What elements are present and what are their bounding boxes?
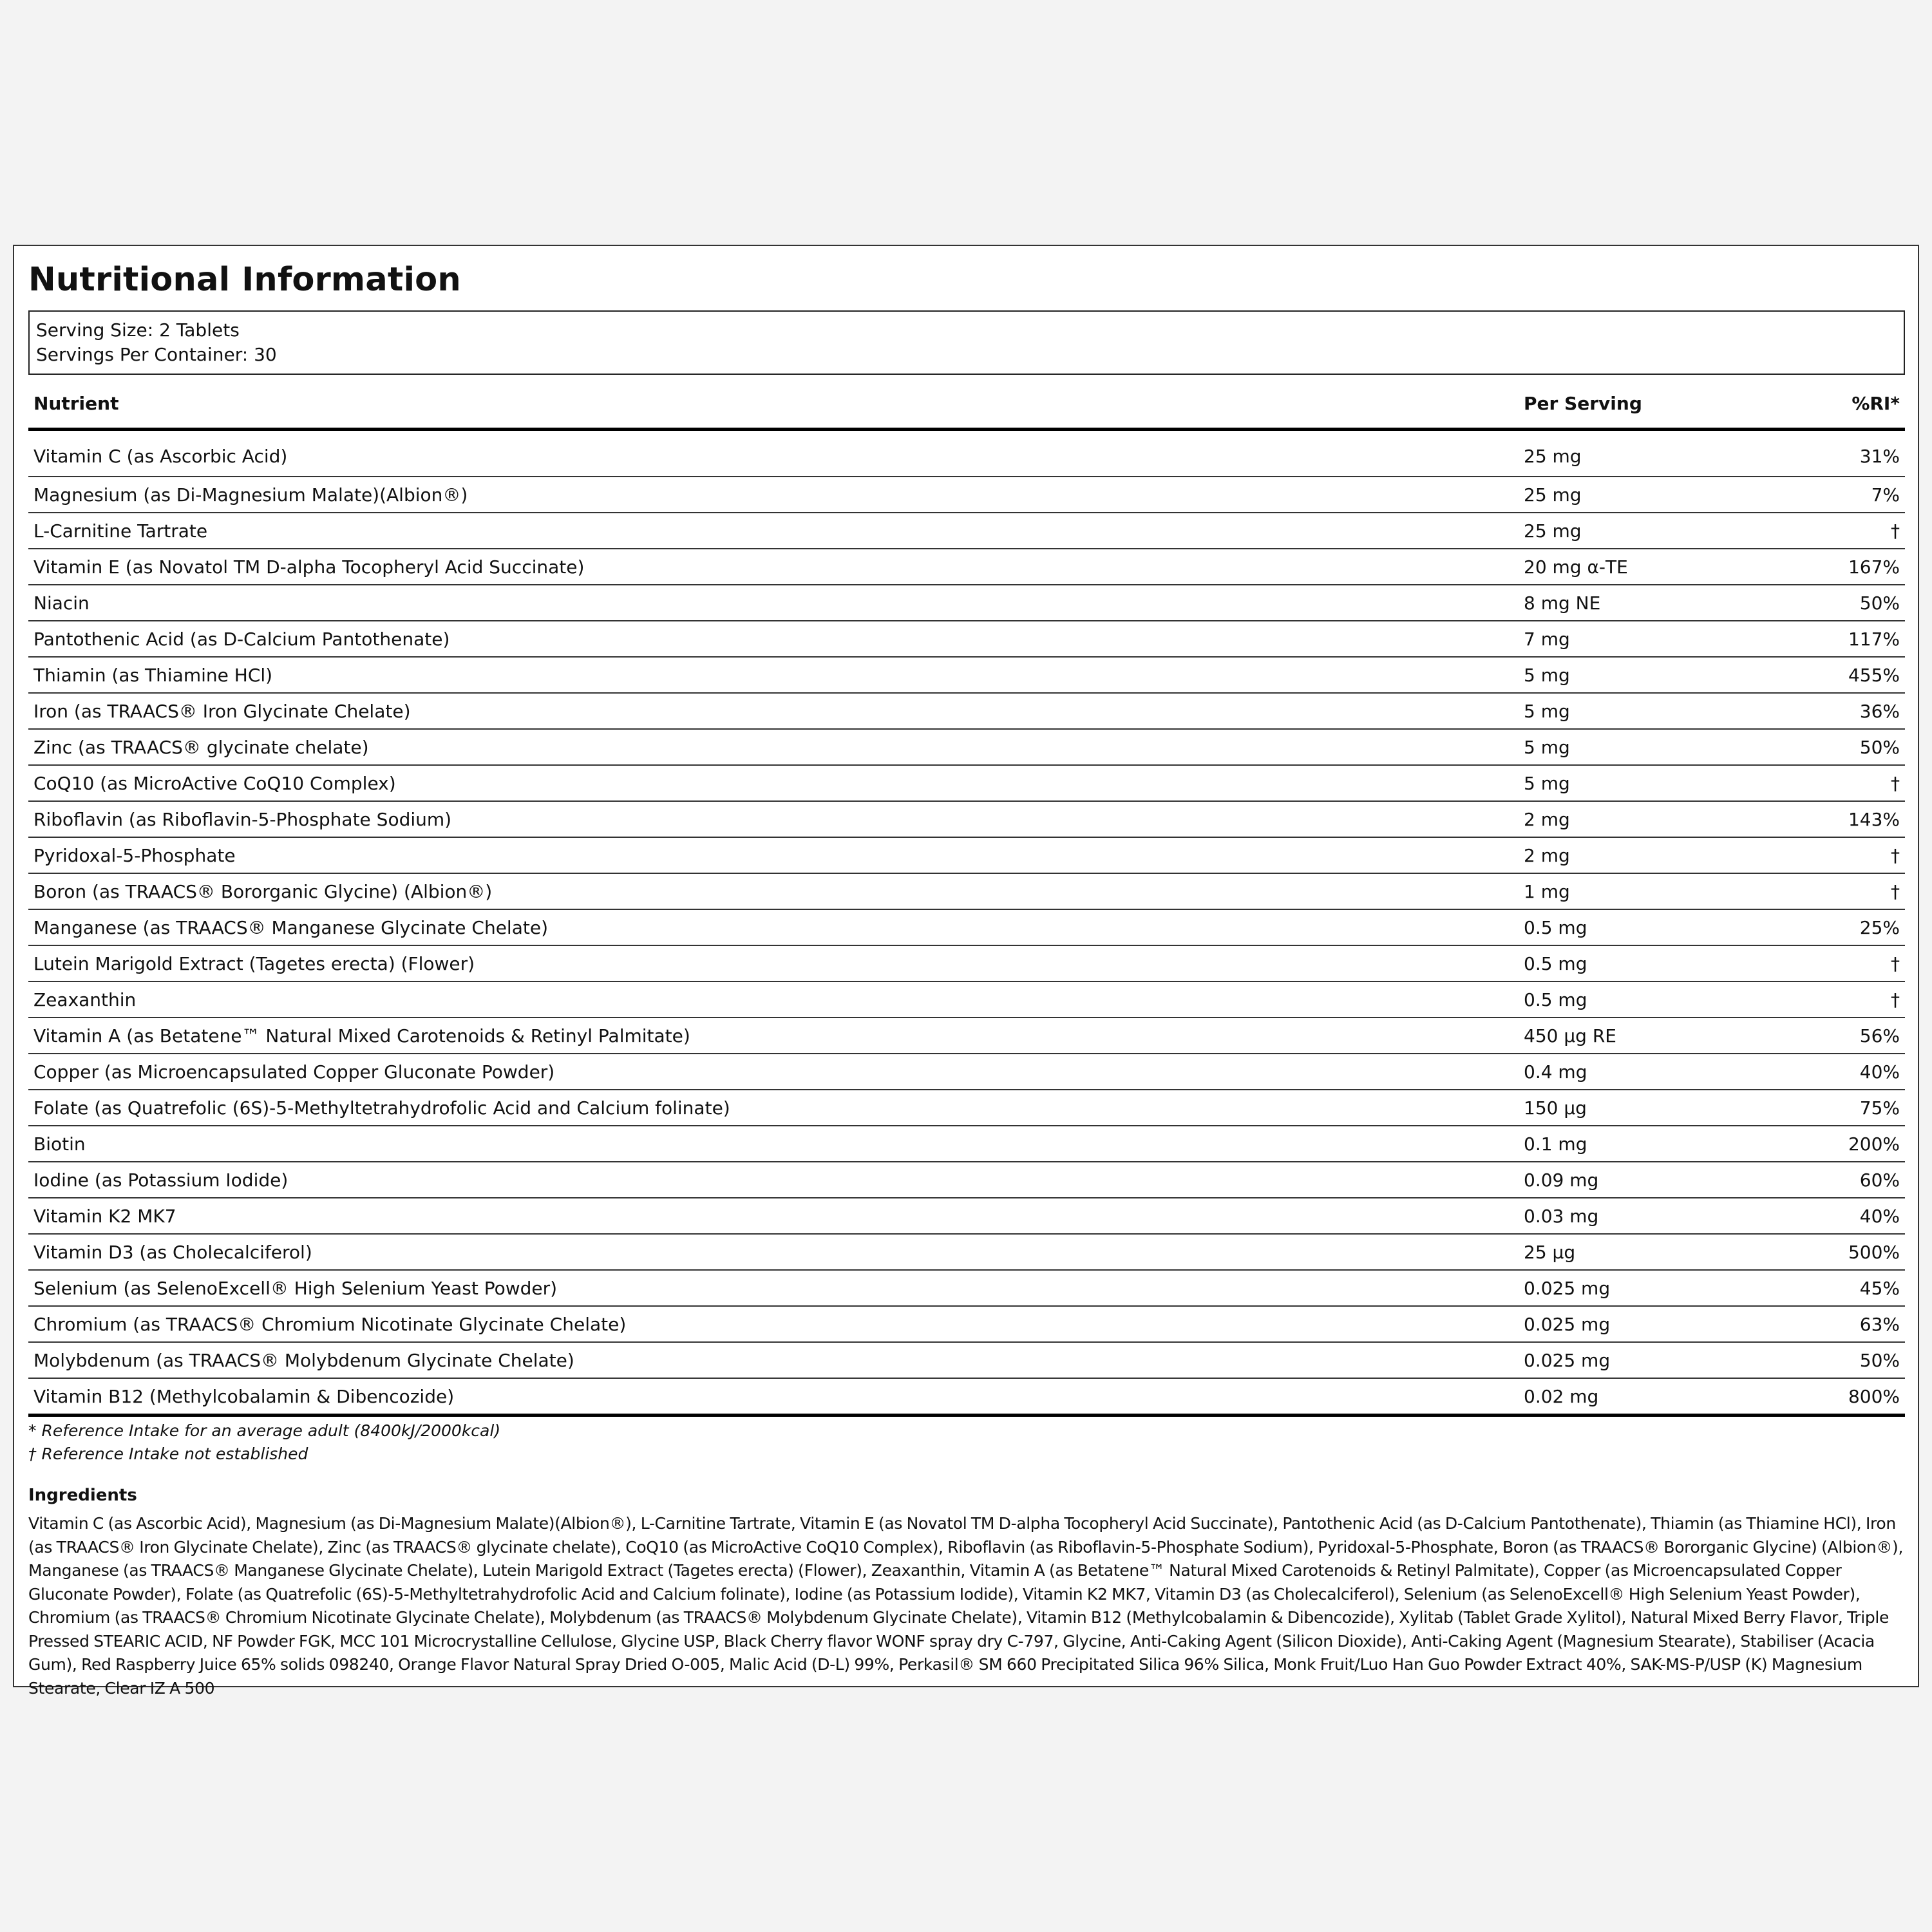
- nutrient-table: [28, 379, 1905, 1417]
- panel-title: Nutritional Information: [28, 261, 461, 299]
- per-serving-value: 20 mg α-TE: [1519, 549, 1789, 585]
- table-row: [28, 621, 1905, 657]
- nutrient-name: Thiamin (as Thiamine HCl): [28, 657, 1519, 693]
- per-serving-value: 1 mg: [1519, 873, 1789, 909]
- ri-value: 60%: [1789, 1162, 1905, 1198]
- per-serving-value: 0.025 mg: [1519, 1306, 1789, 1342]
- ri-value: 25%: [1789, 909, 1905, 945]
- table-row: [28, 1342, 1905, 1378]
- ri-value: 200%: [1789, 1126, 1905, 1162]
- serving-info-box: [28, 310, 1905, 375]
- nutrient-name: Copper (as Microencapsulated Copper Gluconate Powder): [28, 1054, 1519, 1090]
- ri-value: 40%: [1789, 1054, 1905, 1090]
- table-header-row: [28, 379, 1905, 430]
- header-per-serving: Per Serving: [1519, 379, 1789, 430]
- nutrient-name: Vitamin C (as Ascorbic Acid): [28, 430, 1519, 477]
- per-serving-value: 25 mg: [1519, 513, 1789, 549]
- per-serving-value: 5 mg: [1519, 765, 1789, 801]
- nutrient-name: Molybdenum (as TRAACS® Molybdenum Glycinate Chelate): [28, 1342, 1519, 1378]
- footnotes: [28, 1419, 1905, 1466]
- nutrient-name: Vitamin D3 (as Cholecalciferol): [28, 1234, 1519, 1270]
- per-serving-value: 0.4 mg: [1519, 1054, 1789, 1090]
- nutrient-name: Riboflavin (as Riboflavin-5-Phosphate Sodium): [28, 801, 1519, 837]
- nutrient-name: Manganese (as TRAACS® Manganese Glycinate Chelate): [28, 909, 1519, 945]
- table-row: [28, 1018, 1905, 1054]
- nutrient-name: Niacin: [28, 585, 1519, 621]
- ri-value: 800%: [1789, 1378, 1905, 1416]
- per-serving-value: 25 mg: [1519, 430, 1789, 477]
- ri-value: 117%: [1789, 621, 1905, 657]
- per-serving-value: 8 mg NE: [1519, 585, 1789, 621]
- nutrient-name: CoQ10 (as MicroActive CoQ10 Complex): [28, 765, 1519, 801]
- footnote-reference-intake: * Reference Intake for an average adult (8400kJ/2000kcal): [28, 1421, 501, 1440]
- ri-value: †: [1789, 513, 1905, 549]
- per-serving-value: 0.09 mg: [1519, 1162, 1789, 1198]
- table-row: [28, 1090, 1905, 1126]
- ri-value: 63%: [1789, 1306, 1905, 1342]
- nutrient-name: Magnesium (as Di-Magnesium Malate)(Albion®): [28, 477, 1519, 513]
- nutrient-name: Pyridoxal-5-Phosphate: [28, 837, 1519, 873]
- table-row: [28, 981, 1905, 1018]
- nutrient-name: Iodine (as Potassium Iodide): [28, 1162, 1519, 1198]
- table-row: [28, 549, 1905, 585]
- ingredients-heading: Ingredients: [28, 1486, 137, 1505]
- ri-value: †: [1789, 837, 1905, 873]
- per-serving-value: 0.5 mg: [1519, 909, 1789, 945]
- per-serving-value: 0.025 mg: [1519, 1270, 1789, 1306]
- ri-value: †: [1789, 981, 1905, 1018]
- table-row: [28, 1054, 1905, 1090]
- ri-value: 50%: [1789, 585, 1905, 621]
- nutrient-name: Selenium (as SelenoExcell® High Selenium Yeast Powder): [28, 1270, 1519, 1306]
- table-row: [28, 873, 1905, 909]
- ri-value: 75%: [1789, 1090, 1905, 1126]
- per-serving-value: 5 mg: [1519, 729, 1789, 765]
- per-serving-value: 25 μg: [1519, 1234, 1789, 1270]
- nutrient-name: Chromium (as TRAACS® Chromium Nicotinate Glycinate Chelate): [28, 1306, 1519, 1342]
- table-row: [28, 729, 1905, 765]
- table-row: [28, 1306, 1905, 1342]
- nutrient-name: Vitamin K2 MK7: [28, 1198, 1519, 1234]
- ri-value: †: [1789, 765, 1905, 801]
- table-row: [28, 801, 1905, 837]
- footnote-not-established: † Reference Intake not established: [28, 1444, 308, 1463]
- ri-value: 45%: [1789, 1270, 1905, 1306]
- nutrient-name: Zinc (as TRAACS® glycinate chelate): [28, 729, 1519, 765]
- per-serving-value: 2 mg: [1519, 801, 1789, 837]
- per-serving-value: 0.03 mg: [1519, 1198, 1789, 1234]
- nutrient-name: Pantothenic Acid (as D-Calcium Pantothenate): [28, 621, 1519, 657]
- ri-value: 56%: [1789, 1018, 1905, 1054]
- per-serving-value: 150 μg: [1519, 1090, 1789, 1126]
- per-serving-value: 0.1 mg: [1519, 1126, 1789, 1162]
- nutrient-name: L-Carnitine Tartrate: [28, 513, 1519, 549]
- per-serving-value: 0.02 mg: [1519, 1378, 1789, 1416]
- table-row: [28, 513, 1905, 549]
- per-serving-value: 25 mg: [1519, 477, 1789, 513]
- nutrient-name: Folate (as Quatrefolic (6S)-5-Methyltetrahydrofolic Acid and Calcium folinate): [28, 1090, 1519, 1126]
- table-row: [28, 909, 1905, 945]
- table-row: [28, 765, 1905, 801]
- nutrient-name: Biotin: [28, 1126, 1519, 1162]
- per-serving-value: 0.5 mg: [1519, 945, 1789, 981]
- table-row: [28, 837, 1905, 873]
- per-serving-value: 5 mg: [1519, 657, 1789, 693]
- nutrient-name: Iron (as TRAACS® Iron Glycinate Chelate): [28, 693, 1519, 729]
- table-row: [28, 1234, 1905, 1270]
- table-row: [28, 477, 1905, 513]
- table-row: [28, 430, 1905, 477]
- table-row: [28, 1126, 1905, 1162]
- table-row: [28, 657, 1905, 693]
- serving-size: Serving Size: 2 Tablets: [36, 319, 240, 341]
- ri-value: 500%: [1789, 1234, 1905, 1270]
- nutrient-rows: [28, 430, 1905, 1416]
- per-serving-value: 2 mg: [1519, 837, 1789, 873]
- ri-value: 40%: [1789, 1198, 1905, 1234]
- table-row: [28, 1198, 1905, 1234]
- ri-value: 167%: [1789, 549, 1905, 585]
- nutrient-name: Vitamin A (as Betatene™ Natural Mixed Carotenoids & Retinyl Palmitate): [28, 1018, 1519, 1054]
- nutrient-name: Boron (as TRAACS® Bororganic Glycine) (Albion®): [28, 873, 1519, 909]
- ri-value: †: [1789, 945, 1905, 981]
- ri-value: †: [1789, 873, 1905, 909]
- nutrition-panel: [13, 245, 1919, 1698]
- ri-value: 31%: [1789, 430, 1905, 477]
- ri-value: 36%: [1789, 693, 1905, 729]
- table-row: [28, 693, 1905, 729]
- nutrient-name: Vitamin B12 (Methylcobalamin & Dibencozide): [28, 1378, 1519, 1416]
- per-serving-value: 5 mg: [1519, 693, 1789, 729]
- nutrient-name: Vitamin E (as Novatol TM D-alpha Tocopheryl Acid Succinate): [28, 549, 1519, 585]
- per-serving-value: 0.025 mg: [1519, 1342, 1789, 1378]
- per-serving-value: 0.5 mg: [1519, 981, 1789, 1018]
- per-serving-value: 7 mg: [1519, 621, 1789, 657]
- ingredients-text: Vitamin C (as Ascorbic Acid), Magnesium (as Di-Magnesium Malate)(Albion®), L-Carnitine Tartrate, Vitamin E (as Novatol TM D-alpha Tocopheryl Acid Succinate), Pantothenic Acid (as D-Calcium Pantothenate), Thiamin (as Thiamine HCl), Iron (as TRAACS® Iron Glycinate Chelate), Zinc (as TRAACS® glycinate chelate), CoQ10 (as MicroActive CoQ10 Complex), Riboflavin (as Riboflavin-5-Phosphate Sodium), Pyridoxal-5-Phosphate, Boron (as TRAACS® Bororganic Glycine) (Albion®), Manganese (as TRAACS® Manganese Glycinate Chelate), Lutein Marigold Extract (Tagetes erecta) (Flower), Zeaxanthin, Vitamin A (as Betatene™ Natural Mixed Carotenoids & Retinyl Palmitate), Copper (as Microencapsulated Copper Gluconate Powder), Folate (as Quatrefolic (6S)-5-Methyltetrahydrofolic Acid and Calcium folinate), Iodine (as Potassium Iodide), Vitamin K2 MK7, Vitamin D3 (as Cholecalciferol), Selenium (as SelenoExcell® High Selenium Yeast Powder), Chromium (as TRAACS® Chromium Nicotinate Glycinate Chelate), Molybdenum (as TRAACS® Molybdenum Glycinate Chelate), Vitamin B12 (Methylcobalamin & Dibencozide), Xylitab (Tablet Grade Xylitol), Natural Mixed Berry Flavor, Triple Pressed STEARIC ACID, NF Powder FGK, MCC 101 Microcrystalline Cellulose, Glycine USP, Black Cherry flavor WONF spray dry C-797, Glycine, Anti-Caking Agent (Silicon Dioxide), Anti-Caking Agent (Magnesium Stearate), Stabiliser (Acacia Gum), Red Raspberry Juice 65% solids 098240, Orange Flavor Natural Spray Dried O-005, Malic Acid (D-L) 99%, Perkasil® SM 660 Precipitated Silica 96% Silica, Monk Fruit/Luo Han Guo Powder Extract 40%, SAK-MS-P/USP (K) Magnesium Stearate, Clear IZ A 500: [28, 1514, 1904, 1698]
- ri-value: 7%: [1789, 477, 1905, 513]
- table-row: [28, 585, 1905, 621]
- table-row: [28, 1270, 1905, 1306]
- nutrient-name: Lutein Marigold Extract (Tagetes erecta) (Flower): [28, 945, 1519, 981]
- ri-value: 143%: [1789, 801, 1905, 837]
- table-row: [28, 1378, 1905, 1416]
- ri-value: 50%: [1789, 1342, 1905, 1378]
- header-nutrient: Nutrient: [28, 379, 1519, 430]
- table-row: [28, 945, 1905, 981]
- per-serving-value: 450 μg RE: [1519, 1018, 1789, 1054]
- ri-value: 50%: [1789, 729, 1905, 765]
- table-row: [28, 1162, 1905, 1198]
- nutrient-name: Zeaxanthin: [28, 981, 1519, 1018]
- header-ri: %RI*: [1789, 379, 1905, 430]
- ri-value: 455%: [1789, 657, 1905, 693]
- servings-per-container: Servings Per Container: 30: [36, 344, 277, 365]
